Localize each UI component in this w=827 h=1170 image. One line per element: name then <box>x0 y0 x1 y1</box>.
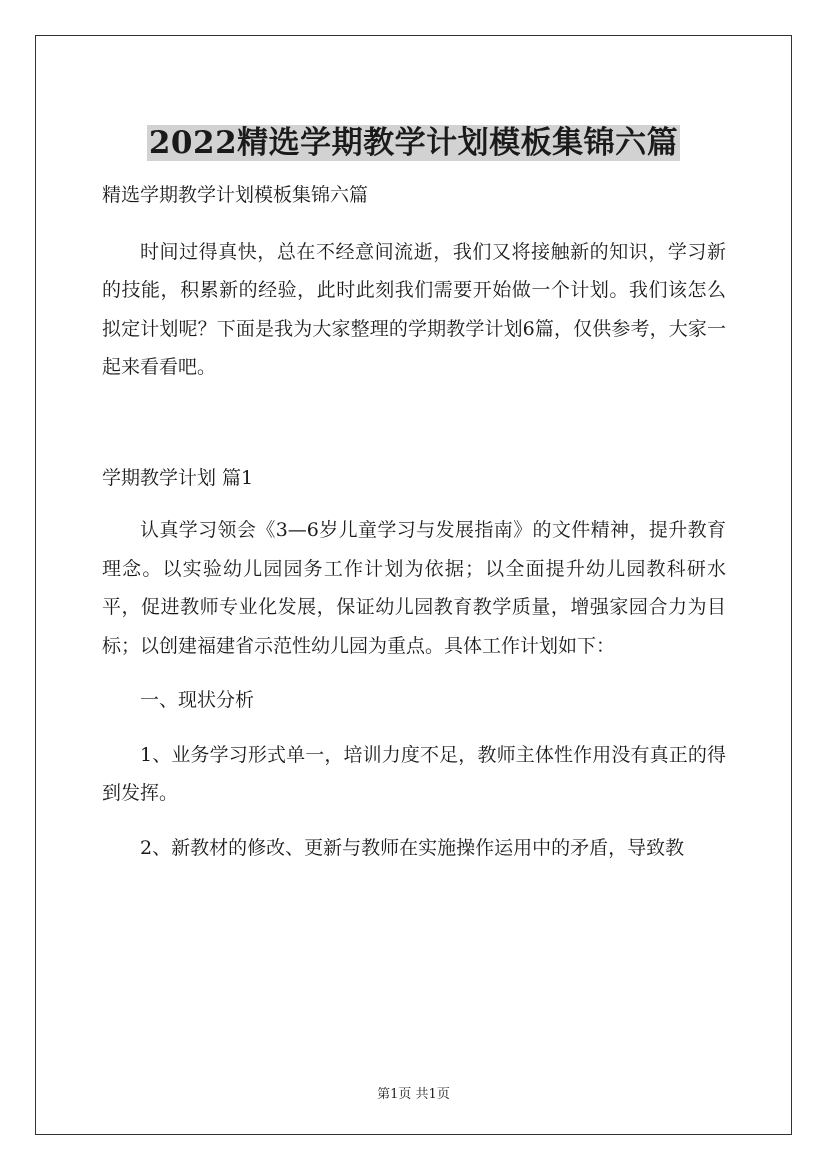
document-subtitle: 精选学期教学计划模板集锦六篇 <box>102 184 369 206</box>
page-footer: 第1页 共1页 <box>377 1087 450 1102</box>
analysis-item-2: 2、新教材的修改、更新与教师在实施操作运用中的矛盾，导致教 <box>140 836 685 859</box>
intro-paragraph: 时间过得真快，总在不经意间流逝，我们又将接触新的知识，学习新的技能，积累新的经验，此时此刻我们需要开始做一个计划。我们该怎么拟定计划呢？下面是我为大家整理的学期教学计划6篇，仅供参考，大家一起来看看吧。 <box>102 240 726 378</box>
document-title <box>0 121 827 165</box>
section-heading: 学期教学计划 篇1 <box>102 466 254 489</box>
analysis-heading: 一、现状分析 <box>140 689 255 711</box>
document-title-text: 2022精选学期教学计划模板集锦六篇 <box>148 124 679 161</box>
document-body <box>102 176 726 867</box>
section-paragraph: 认真学习领会《3—6岁儿童学习与发展指南》的文件精神，提升教育理念。以实验幼儿园园务工作计划为依据；以全面提升幼儿园教科研水平，促进教师专业化发展，保证幼儿园教育教学质量，增强家园合力为目标；以创建福建省示范性幼儿园为重点。具体工作计划如下： <box>102 519 726 657</box>
analysis-item-1: 1、业务学习形式单一，培训力度不足，教师主体性作用没有真正的得到发挥。 <box>102 743 726 804</box>
